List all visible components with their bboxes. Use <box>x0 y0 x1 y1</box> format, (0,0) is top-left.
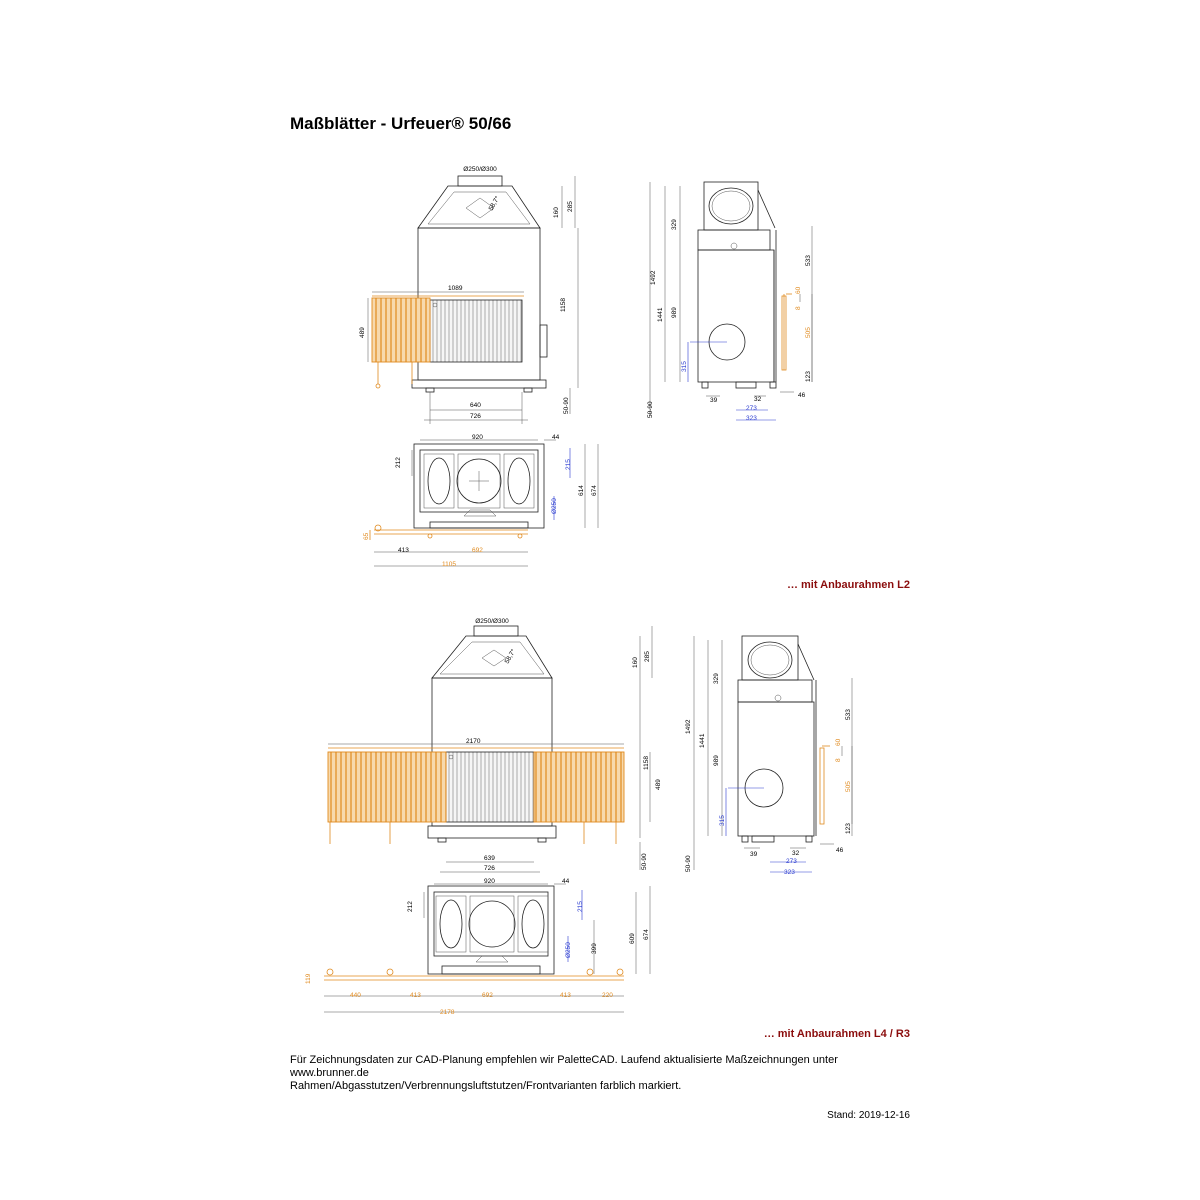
dim-505-2: 505 <box>845 781 852 792</box>
dim-1158-2: 1158 <box>643 756 650 770</box>
dim-46-2: 46 <box>836 847 844 854</box>
dim-8-2: 8 <box>835 758 842 762</box>
dim-674-2: 674 <box>643 929 650 940</box>
dim-323-1: 323 <box>746 415 757 422</box>
dim-989-1: 989 <box>671 307 678 318</box>
dim-250-2: Ø250 <box>565 942 572 958</box>
dim-215-2: 215 <box>577 901 584 912</box>
dim-60-1: 60 <box>795 286 802 294</box>
dim-1089: 1089 <box>448 285 463 292</box>
dim-440: 440 <box>350 992 361 999</box>
dim-640: 640 <box>470 402 481 409</box>
dim-315-1: 315 <box>681 361 688 372</box>
dim-989-2: 989 <box>713 755 720 766</box>
dim-285-1: 285 <box>567 201 574 212</box>
front-view-l2 <box>368 176 578 424</box>
dim-1492-2: 1492 <box>685 719 692 734</box>
dim-220: 220 <box>602 992 613 999</box>
dim-285-2: 285 <box>644 651 651 662</box>
side-view-1 <box>650 182 812 420</box>
dim-119: 119 <box>305 973 312 984</box>
front-view-l4-r3 <box>328 626 652 872</box>
dim-920-1: 920 <box>472 434 483 441</box>
dim-160-2: 160 <box>632 657 639 668</box>
dim-674-1: 674 <box>591 485 598 496</box>
dim-413-1: 413 <box>398 547 409 554</box>
dim-1158-1: 1158 <box>560 298 567 312</box>
dim-65: 65 <box>363 532 370 540</box>
dim-123-1: 123 <box>805 371 812 382</box>
dim-250-1: Ø250 <box>551 498 558 514</box>
dim-32-1: 32 <box>754 396 762 403</box>
dim-489-2: 489 <box>655 779 662 790</box>
dim-46-1: 46 <box>798 392 806 399</box>
dim-920-2: 920 <box>484 878 495 885</box>
dim-160-1: 160 <box>553 207 560 218</box>
dim-273-1: 273 <box>746 405 757 412</box>
dim-39-1: 39 <box>710 397 718 404</box>
dim-1492-1: 1492 <box>650 270 657 285</box>
dim-flue-2: Ø250/Ø300 <box>475 618 509 625</box>
dim-39-2: 39 <box>750 851 758 858</box>
dim-2170: 2170 <box>466 738 481 745</box>
dim-5090-side-2: 50-90 <box>685 855 692 872</box>
dim-614: 614 <box>578 485 585 496</box>
dim-609: 609 <box>629 933 636 944</box>
dim-329-2: 329 <box>713 673 720 684</box>
dim-533-1: 533 <box>805 255 812 266</box>
dim-5090-1: 50-90 <box>563 397 570 414</box>
footer-line-1: Für Zeichnungsdaten zur CAD-Planung empfehlen wir PaletteCAD. Laufend aktualisierte Maßzeichnungen unter <box>290 1054 838 1066</box>
dim-413-2a: 413 <box>410 992 421 999</box>
dim-329-1: 329 <box>671 219 678 230</box>
dim-692-1: 692 <box>472 547 483 554</box>
dim-413-2b: 413 <box>560 992 571 999</box>
dim-692-2: 692 <box>482 992 493 999</box>
dim-5090-side-1: 50-90 <box>647 401 654 418</box>
stand-date: Stand: 2019-12-16 <box>827 1110 910 1121</box>
dim-5090-2: 50-90 <box>641 853 648 870</box>
dim-212-2: 212 <box>407 901 414 912</box>
dim-44-2: 44 <box>562 878 570 885</box>
dim-123-2: 123 <box>845 823 852 834</box>
dim-489-1: 489 <box>359 327 366 338</box>
dim-8-1: 8 <box>795 306 802 310</box>
footer-line-3: Rahmen/Abgasstutzen/Verbrennungsluftstutzen/Frontvarianten farblich markiert. <box>290 1080 682 1092</box>
dim-1105: 1105 <box>442 561 456 568</box>
caption-l2: … mit Anbaurahmen L2 <box>786 579 910 591</box>
dim-315-2: 315 <box>719 815 726 826</box>
dim-399: 399 <box>591 943 598 954</box>
dim-323-2: 323 <box>784 869 795 876</box>
dim-1441-1: 1441 <box>657 307 664 322</box>
document-title: Maßblätter - Urfeuer® 50/66 <box>290 114 512 133</box>
dim-639: 639 <box>484 855 495 862</box>
dim-1441-2: 1441 <box>699 733 706 748</box>
caption-l4-r3: … mit Anbaurahmen L4 / R3 <box>763 1028 910 1040</box>
dim-flue-1: Ø250/Ø300 <box>463 166 497 173</box>
footer-notes <box>290 1054 910 1093</box>
dim-726-1: 726 <box>470 413 481 420</box>
dim-60-2: 60 <box>835 738 842 746</box>
dim-273-2: 273 <box>786 858 797 865</box>
dim-212-1: 212 <box>395 457 402 468</box>
dim-2178: 2178 <box>440 1009 455 1016</box>
dim-726-2: 726 <box>484 865 495 872</box>
side-view-2 <box>694 636 852 872</box>
footer-link[interactable]: www.brunner.de <box>290 1067 369 1079</box>
dim-44-1: 44 <box>552 434 560 441</box>
dim-angle-2: 58,7° <box>503 648 518 665</box>
dim-angle-1: 58,7° <box>487 195 502 212</box>
dim-533-2: 533 <box>845 709 852 720</box>
dim-32-2: 32 <box>792 850 800 857</box>
dim-505-1: 505 <box>805 327 812 338</box>
dim-215-1: 215 <box>565 459 572 470</box>
